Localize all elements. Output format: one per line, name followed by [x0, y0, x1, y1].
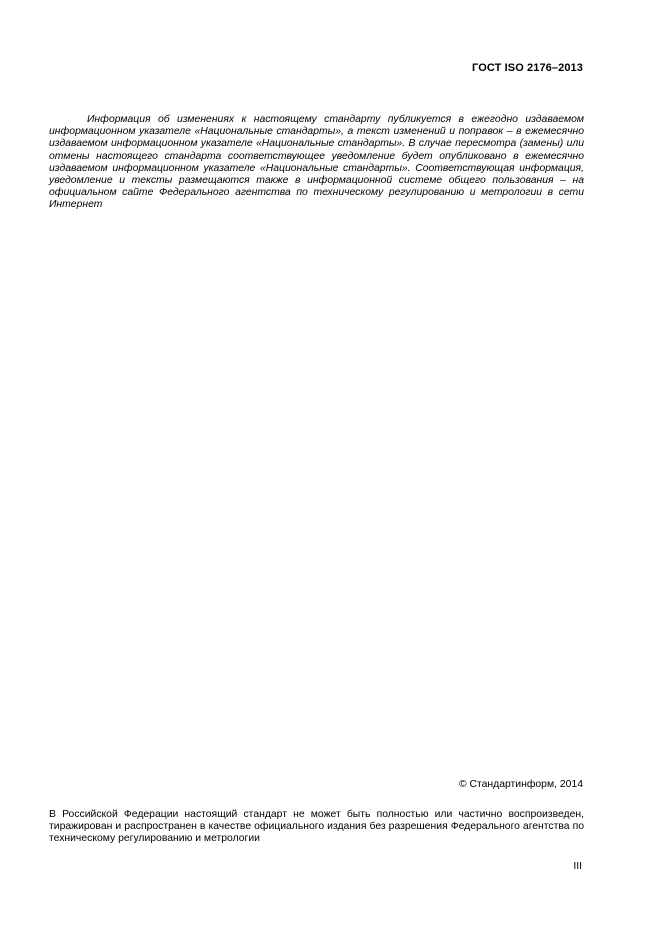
reproduction-restriction-paragraph: В Российской Федерации настоящий стандарт не может быть полностью или частично воспроизведен, тиражирован и распространен в качестве официального издания без разрешения Федерального агентства по техническому регулированию и метрологии [49, 809, 584, 845]
copyright-notice: © Стандартинформ, 2014 [458, 779, 583, 790]
amendments-notice-paragraph: Информация об изменениях к настоящему стандарту публикуется в ежегодно издаваемом информационном указателе «Национальные стандарты», а текст изменений и поправок – в ежемесячно издаваемом информационном указателе «Национальные стандарты». В случае пересмотра (замены) или отмены настоящего стандарта соответствующее уведомление будет опубликовано в ежемесячно издаваемом информационном указателе «Национальные стандарты». Соответствующая информация, уведомление и тексты размещаются также в информационной системе общего пользования – на официальном сайте Федерального агентства по техническому регулированию и метрологии в сети Интернет [49, 114, 584, 211]
page-number: III [573, 861, 582, 872]
document-header-standard-id: ГОСТ ISO 2176–2013 [472, 62, 583, 74]
